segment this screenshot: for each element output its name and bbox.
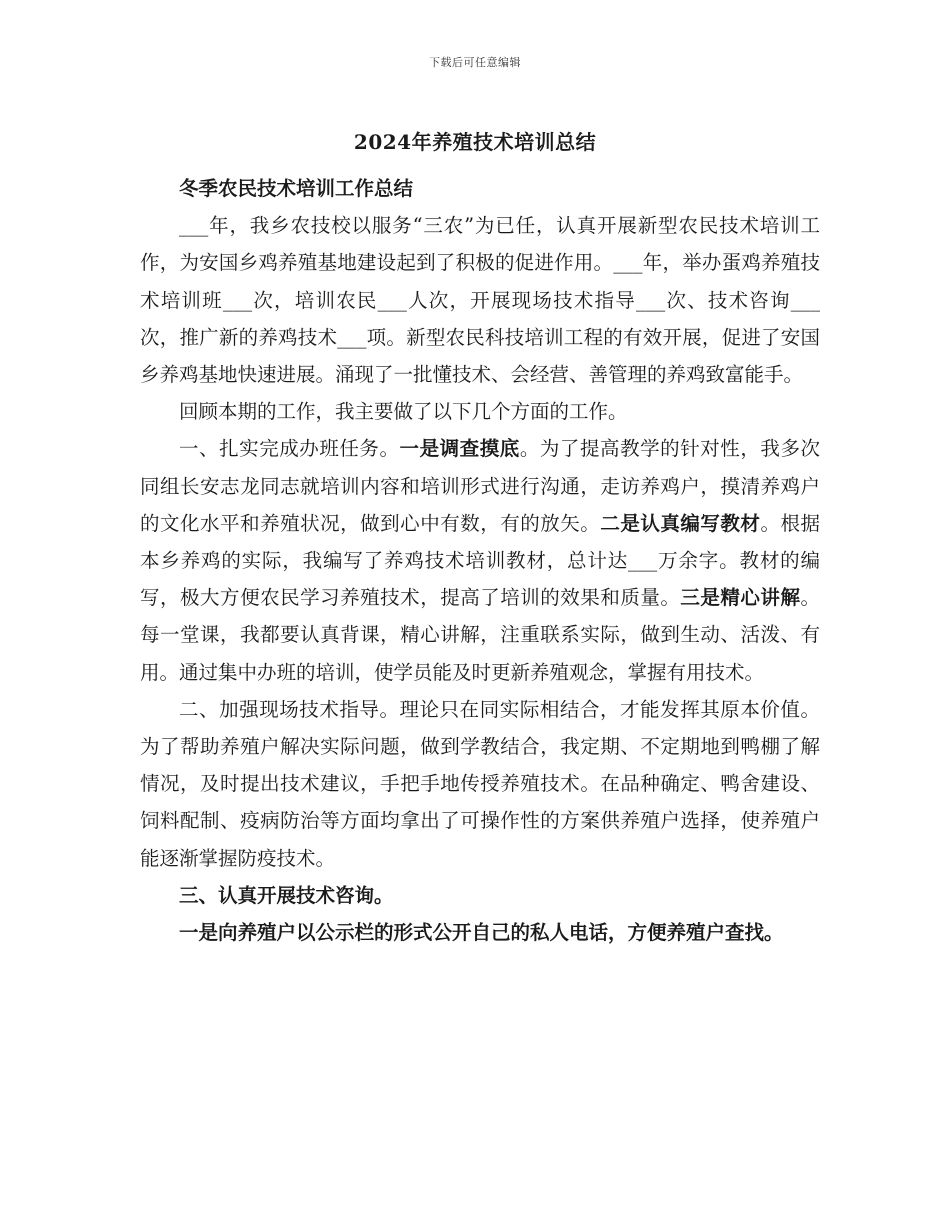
intro-paragraph: ___年，我乡农技校以服务“三农”为已任，认真开展新型农民技术培训工作，为安国乡鸡养殖基地建设起到了积极的促进作用。___年，举办蛋鸡养殖技术培训班___次，培训农民___人次，开展现场技术指导___次、技术咨询___次，推广新的养鸡技术___项。新型农民科技培训工程的有效开展，促进了安国乡养鸡基地快速进展。涌现了一批懂技术、会经营、善管理的养鸡致富能手。 (140, 214, 820, 387)
point-three-text: 。每一堂课，我都要认真背课，精心讲解，注重联系实际，做到生动、活泼、有用。通过集中办班的培训，使学员能及时更新养殖观念，掌握有用技术。 (140, 586, 820, 684)
consulting-heading: 三、认真开展技术咨询。 (179, 883, 394, 907)
document-title: 2024年养殖技术培训总结 (353, 130, 597, 154)
consulting-point-one: 一是向养殖户以公示栏的形式公开自己的私人电话，方便养殖户查找。 (179, 921, 784, 945)
point-one-heading: 一是调查摸底 (399, 437, 520, 461)
point-three-heading: 三是精心讲解 (680, 586, 801, 610)
task-lead: 一、扎实完成办班任务。 (179, 437, 400, 461)
point-two-heading: 二是认真编写教材 (600, 511, 761, 535)
document-body (140, 170, 820, 951)
page-header: 下载后可任意编辑 (429, 56, 521, 69)
task-paragraph (140, 430, 820, 690)
section-heading: 冬季农民技术培训工作总结 (179, 177, 414, 200)
guidance-paragraph: 二、加强现场技术指导。理论只在同实际相结合，才能发挥其原本价值。为了帮助养殖户解决实际问题，做到学教结合，我定期、不定期地到鸭棚了解情况，及时提出技术建议，手把手地传授养殖技术。在品种确定、鸭舍建设、饲料配制、疫病防治等方面均拿出了可操作性的方案供养殖户选择，使养殖户能逐渐掌握防疫技术。 (140, 697, 820, 870)
review-paragraph: 回顾本期的工作，我主要做了以下几个方面的工作。 (179, 400, 628, 424)
point-one-text: 。为了提高教学的针对性，我多次同组长安志龙同志就培训内容和培训形式进行沟通，走访养鸡户，摸清养鸡户的文化水平和养殖状况，做到心中有数，有的放矢。 (140, 437, 820, 535)
point-two-text: 。根据本乡养鸡的实际，我编写了养鸡技术培训教材，总计达___万余字。教材的编写，极大方便农民学习养殖技术，提高了培训的效果和质量。 (140, 511, 820, 610)
